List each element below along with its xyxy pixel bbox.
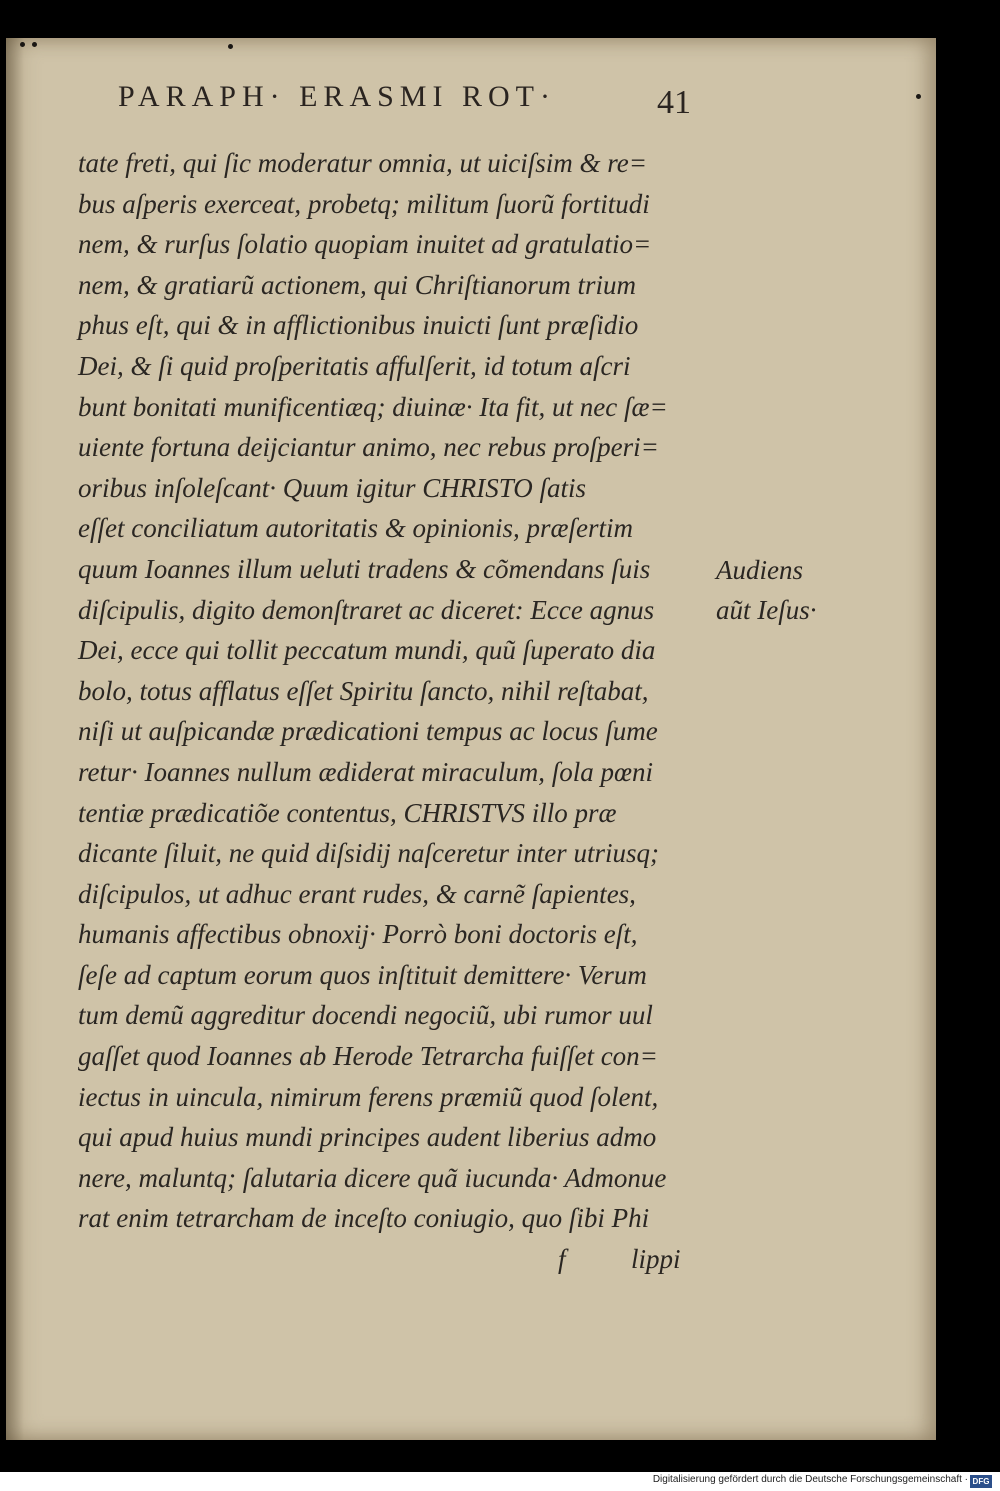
text-line: eſſet conciliatum autoritatis & opinionis, præſertim	[78, 513, 633, 544]
text-line: iectus in uincula, nimirum ferens præmiũ quod ſolent,	[78, 1081, 659, 1112]
signature-catchword-line	[78, 1239, 718, 1280]
text-line: Dei, ecce qui tollit peccatum mundi, quũ ſuperato dia	[78, 635, 656, 666]
text-line: bolo, totus afflatus eſſet Spiritu ſancto, nihil reſtabat,	[78, 675, 649, 706]
catchword: lippi	[631, 1244, 681, 1275]
text-line: gaſſet quod Ioannes ab Herode Tetrarcha fuiſſet con=	[78, 1041, 658, 1072]
text-line: nem, & rurſus ſolatio quopiam inuitet ad gratulatio=	[78, 229, 652, 260]
ink-speck	[916, 94, 921, 99]
text-line: dicante ſiluit, ne quid diſsidij naſceretur inter utriusq;	[78, 838, 659, 869]
margin-note	[716, 550, 836, 630]
text-line: bus aſperis exerceat, probetq; militum ſuorũ fortitudi	[78, 188, 650, 219]
ink-speck	[228, 44, 233, 49]
text-line: diſcipulos, ut adhuc erant rudes, & carnẽ ſapientes,	[78, 878, 636, 909]
text-line: quum Ioannes illum ueluti tradens & cõmendans ſuis	[78, 553, 651, 584]
text-line: phus eſt, qui & in afflictionibus inuicti ſunt præſidio	[78, 310, 639, 341]
funding-credit: Digitalisierung gefördert durch die Deutsche Forschungsgemeinschaft ·	[652, 1474, 968, 1485]
margin-note-line: Audiens	[716, 555, 803, 585]
running-head: PARAPH· ERASMI ROT·	[118, 80, 556, 113]
text-line: nem, & gratiarũ actionem, qui Chriſtianorum trium	[78, 269, 637, 300]
text-line: nere, maluntq; ſalutaria dicere quã iucunda· Admonue	[78, 1162, 667, 1193]
text-line: diſcipulis, digito demonſtraret ac diceret: Ecce agnus	[78, 594, 655, 625]
text-line: tate freti, qui ſic moderatur omnia, ut uiciſsim & re=	[78, 148, 647, 178]
text-line: oribus inſoleſcant· Quum igitur CHRISTO ſatis	[78, 472, 587, 503]
ink-speck	[20, 42, 25, 47]
text-line: niſi ut auſpicandæ prædicationi tempus ac locus ſume	[78, 716, 658, 747]
margin-note-line: aũt Ieſus·	[716, 595, 817, 625]
text-line: qui apud huius mundi principes audent liberius admo	[78, 1122, 657, 1153]
text-line: tum demũ aggreditur docendi negociũ, ubi rumor uul	[78, 1000, 653, 1031]
text-line: retur· Ioannes nullum ædiderat miraculum, ſola pœni	[78, 756, 653, 787]
text-line: tentiæ prædicatiõe contentus, CHRISTVS illo præ	[78, 797, 617, 828]
text-line: rat enim tetrarcham de inceſto coniugio, quo ſibi Phi	[78, 1203, 650, 1234]
dfg-logo-icon: DFG	[970, 1475, 992, 1488]
text-line: uiente fortuna deijciantur animo, nec rebus proſperi=	[78, 432, 659, 463]
text-line: ſeſe ad captum eorum quos inſtituit demittere· Verum	[78, 959, 647, 990]
text-line: bunt bonitati munificentiæq; diuinæ· Ita fit, ut nec ſæ=	[78, 391, 668, 422]
body-text	[78, 143, 718, 1280]
signature-mark: f	[558, 1244, 566, 1275]
page-number: 41	[657, 84, 691, 121]
ink-speck	[32, 42, 37, 47]
text-line: Dei, & ſi quid proſperitatis affulſerit, id totum aſcri	[78, 350, 631, 381]
text-line: humanis affectibus obnoxij· Porrò boni doctoris eſt,	[78, 919, 638, 950]
